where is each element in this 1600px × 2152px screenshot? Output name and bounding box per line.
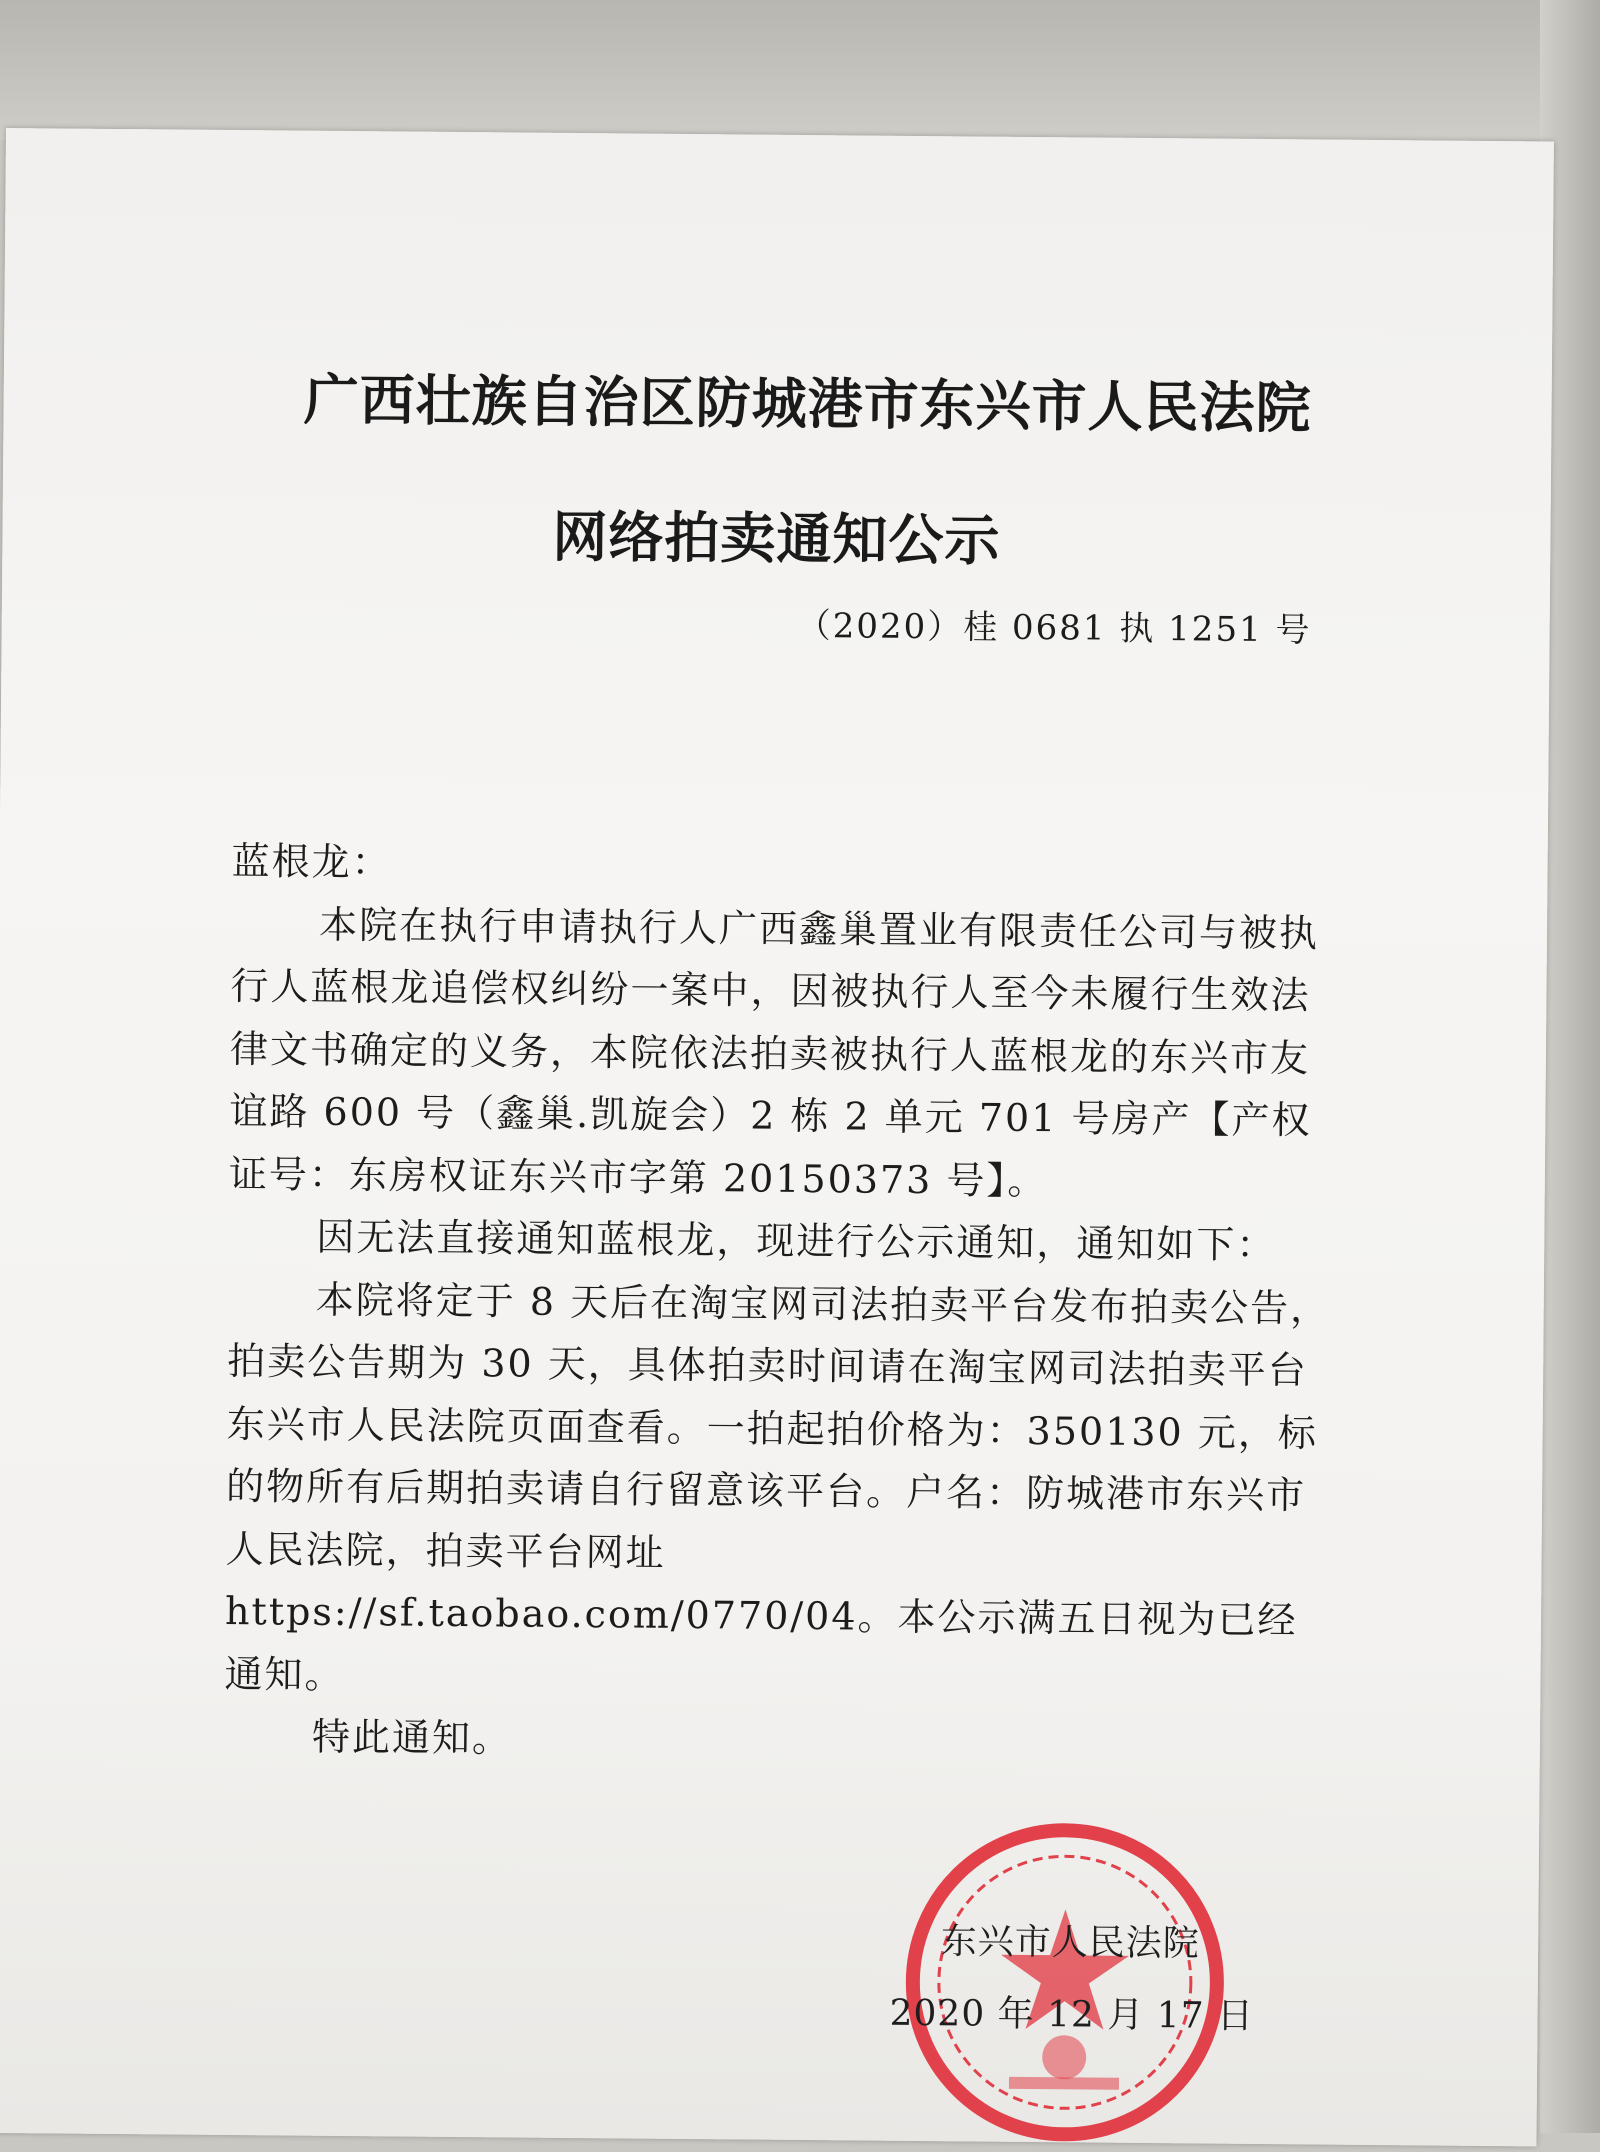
signature-block — [889, 1906, 1255, 2053]
signature-date: 2020 年 12 月 17 日 — [889, 1992, 1255, 2037]
background-top — [0, 0, 1600, 140]
document-title-line-2: 网络拍卖通知公示 — [552, 503, 1001, 573]
case-number: （2020）桂 0681 执 1251 号 — [796, 605, 1312, 651]
document-title-line-1: 广西壮族自治区防城港市东兴市人民法院 — [303, 366, 1312, 441]
notice-body — [224, 830, 1342, 1777]
addressee: 蓝根龙： — [231, 838, 392, 885]
paragraph-case-description: 本院在执行申请执行人广西鑫巢置业有限责任公司与被执行人蓝根龙追偿权纠纷一案中，因被执行人至今未履行生效法律文书确定的义务，本院依法拍卖被执行人蓝根龙的东兴市友谊路 600 号（鑫巢.凯旋会）2 栋 2 单元 701 号房产【产权证号：东房权证东兴市字第 20150373 号】。 — [228, 902, 1320, 1203]
paragraph-public-notice: 因无法直接通知蓝根龙，现进行公示通知，通知如下： — [316, 1214, 1277, 1268]
paragraph-auction-details: 本院将定于 8 天后在淘宝网司法拍卖平台发布拍卖公告，拍卖公告期为 30 天，具体拍卖时间请在淘宝网司法拍卖平台东兴市人民法院页面查看。一拍起拍价格为：350130 元，标的物所有后期拍卖请自行留意该平台。户名：防城港市东兴市人民法院，拍卖平台网址 https://sf.taobao.com/0770/04。本公示满五日视为已经通知。 — [224, 1277, 1331, 1697]
signature-court-name: 东兴市人民法院 — [940, 1921, 1200, 1965]
paragraph-closing: 特此通知。 — [311, 1714, 513, 1761]
notice-paper — [0, 128, 1554, 2146]
